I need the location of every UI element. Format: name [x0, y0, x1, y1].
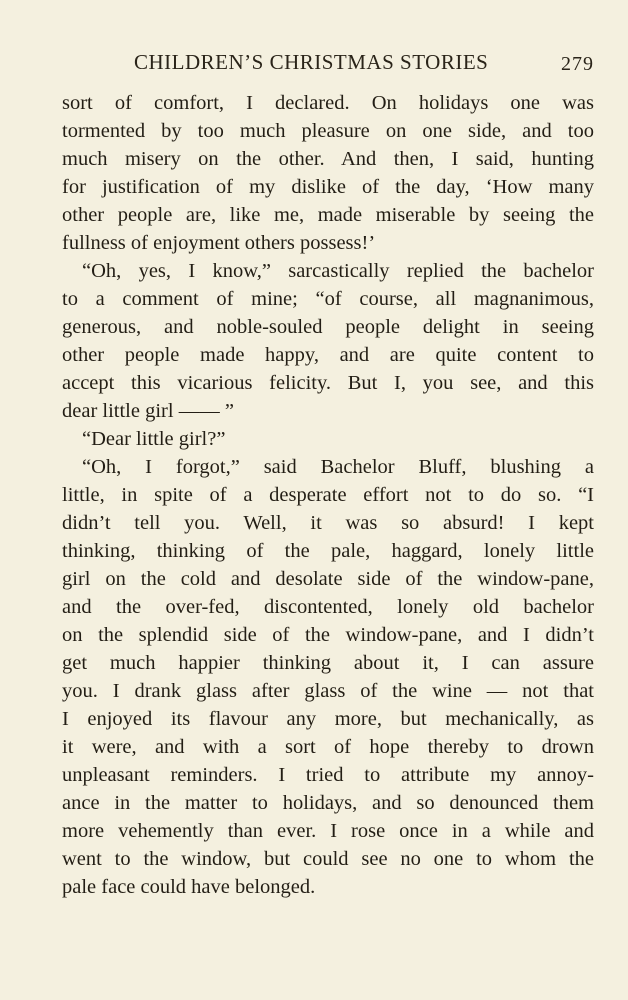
text-line: dear little girl —— ” — [62, 400, 234, 422]
text-line: to a comment of mine; “of course, all magnanimous, — [62, 288, 594, 310]
text-line: fullness of enjoyment others possess!’ — [62, 232, 376, 254]
text-line: other people made happy, and are quite content to — [62, 344, 594, 366]
text-line: for justification of my dislike of the day, ‘How many — [62, 176, 594, 198]
text-line: it were, and with a sort of hope thereby to drown — [62, 736, 594, 758]
text-line: thinking, thinking of the pale, haggard, lonely little — [62, 540, 594, 562]
body-text — [62, 89, 594, 901]
text-line: sort of comfort, I declared. On holidays one was — [62, 92, 594, 114]
text-line: “Oh, yes, I know,” sarcastically replied the bachelor — [82, 260, 594, 282]
text-line: other people are, like me, made miserable by seeing the — [62, 204, 594, 226]
text-line: unpleasant reminders. I tried to attribute my annoy- — [62, 764, 594, 786]
page-header — [62, 50, 594, 80]
text-line: didn’t tell you. Well, it was so absurd! I kept — [62, 512, 594, 534]
running-head: CHILDREN’S CHRISTMAS STORIES — [134, 50, 489, 74]
text-line: accept this vicarious felicity. But I, you see, and this — [62, 372, 594, 394]
text-line: get much happier thinking about it, I can assure — [62, 652, 594, 674]
text-line: I enjoyed its flavour any more, but mechanically, as — [62, 708, 594, 730]
text-line: tormented by too much pleasure on one side, and too — [62, 120, 594, 142]
text-line: pale face could have belonged. — [62, 876, 316, 898]
text-line: went to the window, but could see no one to whom the — [62, 848, 594, 870]
text-line: and the over-fed, discontented, lonely old bachelor — [62, 596, 594, 618]
text-line: girl on the cold and desolate side of the window-pane, — [62, 568, 594, 590]
text-line: you. I drank glass after glass of the wine — not that — [62, 680, 594, 702]
page-number: 279 — [561, 53, 594, 75]
text-line: “Oh, I forgot,” said Bachelor Bluff, blushing a — [82, 456, 594, 478]
text-line: “Dear little girl?” — [82, 428, 226, 450]
text-line: much misery on the other. And then, I said, hunting — [62, 148, 594, 170]
text-line: generous, and noble-souled people delight in seeing — [62, 316, 594, 338]
text-line: ance in the matter to holidays, and so denounced them — [62, 792, 594, 814]
text-line: little, in spite of a desperate effort not to do so. “I — [62, 484, 594, 506]
text-line: on the splendid side of the window-pane, and I didn’t — [62, 624, 594, 646]
text-line: more vehemently than ever. I rose once in a while and — [62, 820, 594, 842]
